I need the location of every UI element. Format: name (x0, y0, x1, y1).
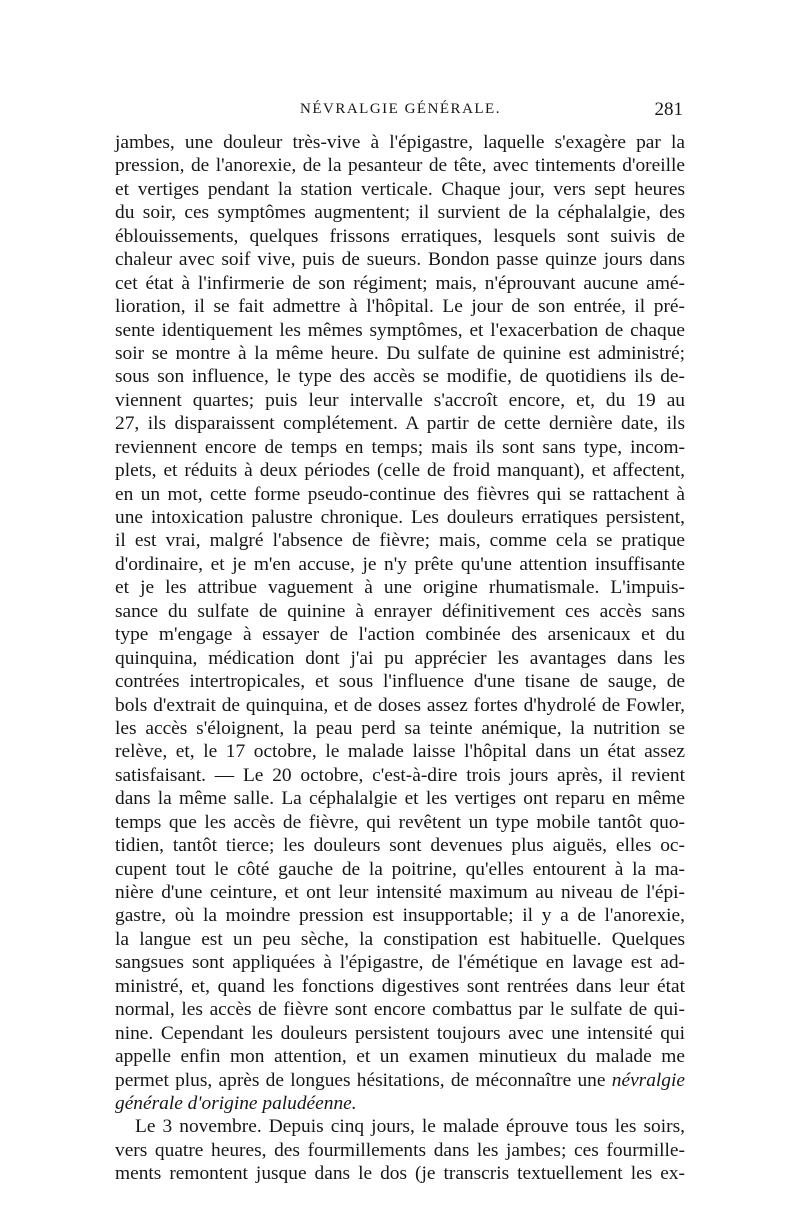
text-line: plets, et réduits à deux périodes (celle de froid manquant), et affectent, (115, 460, 685, 482)
text-line: d'ordinaire, et je m'en accuse, je n'y prête qu'une attention insuffisante (115, 553, 685, 575)
text-line: sance du sulfate de quinine à enrayer définitivement ces accès sans (115, 600, 685, 622)
text-line: jambes, une douleur très-vive à l'épigastre, laquelle s'exagère par la (115, 132, 685, 153)
text-line: les accès s'éloignent, la peau perd sa teinte anémique, la nutrition se (115, 717, 685, 739)
text-line: une intoxication palustre chronique. Les douleurs erratiques persistent, (115, 507, 685, 528)
text-segment: permet plus, après de longues hésitations, de méconnaître une (115, 1069, 606, 1091)
text-line: pression, de l'anorexie, de la pesanteur de tête, avec tintements d'oreille (115, 155, 685, 177)
text-line: dans la même salle. La céphalalgie et les vertiges ont reparu en même (115, 788, 685, 810)
text-line: cet état à l'infirmerie de son régiment; mais, n'éprouvant aucune amé- (115, 272, 685, 294)
text-line: du soir, ces symptômes augmentent; il survient de la céphalalgie, des (115, 202, 685, 224)
text-line: viennent quartes; puis leur intervalle s'accroît encore, et, du 19 au (115, 389, 685, 411)
page-number: 281 (654, 99, 683, 120)
body-text (115, 131, 685, 1186)
text-line: soir se montre à la même heure. Du sulfate de quinine est administré; (115, 342, 685, 364)
text-line: reviennent encore de temps en temps; mais ils sont sans type, incom- (115, 436, 685, 458)
text-line: sous son influence, le type des accès se modifie, de quotidiens ils de- (115, 366, 685, 388)
text-line: et je les attribue vaguement à une origine rhumatismale. L'impuis- (115, 577, 685, 599)
text-line: ministré, et, quand les fonctions digestives sont rentrées dans leur état (115, 975, 685, 997)
text-line: quinquina, médication dont j'ai pu apprécier les avantages dans les (115, 647, 685, 669)
text-line: gastre, où la moindre pression est insupportable; il y a de l'anorexie, (115, 905, 685, 927)
running-head: NÉVRALGIE GÉNÉRALE. (300, 101, 501, 117)
text-line: tidien, tantôt tierce; les douleurs sont devenues plus aiguës, elles oc- (115, 835, 685, 857)
text-line: sangsues sont appliquées à l'épigastre, de l'émétique en lavage est ad- (115, 952, 685, 974)
text-line: temps que les accès de fièvre, qui revêtent un type mobile tantôt quo- (115, 811, 685, 833)
text-line: sente identiquement les mêmes symptômes, et l'exacerbation de chaque (115, 319, 685, 341)
italic-line: générale d'origine paludéenne. (115, 1092, 357, 1114)
text-line: ments remontent jusque dans le dos (je transcris textuellement les ex- (115, 1163, 685, 1185)
text-line: vers quatre heures, des fourmillements dans les jambes; ces fourmille- (115, 1139, 685, 1161)
text-line: et vertiges pendant la station verticale. Chaque jour, vers sept heures (115, 178, 685, 200)
text-line: type m'engage à essayer de l'action combinée des arsenicaux et du (115, 624, 685, 646)
text-line: éblouissements, quelques frissons erratiques, lesquels sont suivis de (115, 225, 685, 247)
text-line: contrées intertropicales, et sous l'influence d'une tisane de sauge, de (115, 671, 685, 693)
text-line: en un mot, cette forme pseudo-continue des fièvres qui se rattachent à (115, 483, 685, 505)
text-line: normal, les accès de fièvre sont encore combattus par le sulfate de qui- (115, 999, 685, 1021)
text-line: appelle enfin mon attention, et un examen minutieux du malade me (115, 1046, 685, 1068)
text-line: 27, ils disparaissent complétement. A partir de cette dernière date, ils (115, 413, 685, 435)
text-line: nine. Cependant les douleurs persistent toujours avec une intensité qui (115, 1022, 685, 1044)
text-line: chaleur avec soif vive, puis de sueurs. Bondon passe quinze jours dans (115, 249, 685, 271)
text-line-with-italic-term (115, 1069, 685, 1092)
text-line: il est vrai, malgré l'absence de fièvre; mais, comme cela se pratique (115, 530, 685, 552)
text-line: cupent tout le côté gauche de la poitrine, qu'elles entourent à la ma- (115, 858, 685, 880)
italic-term: névralgie (611, 1069, 685, 1091)
text-line: relève, et, le 17 octobre, le malade laisse l'hôpital dans un état assez (115, 741, 685, 763)
text-line: bols d'extrait de quinquina, et de doses assez fortes d'hydrolé de Fowler, (115, 694, 685, 716)
paragraph-first-line: Le 3 novembre. Depuis cinq jours, le malade éprouve tous les soirs, (135, 1116, 685, 1138)
text-line: satisfaisant. — Le 20 octobre, c'est-à-dire trois jours après, il revient (115, 764, 685, 786)
text-line: nière d'une ceinture, et ont leur intensité maximum au niveau de l'épi- (115, 882, 685, 903)
text-line: la langue est un peu sèche, la constipation est habituelle. Quelques (115, 928, 685, 950)
text-line: lioration, il se fait admettre à l'hôpital. Le jour de son entrée, il pré- (115, 296, 685, 318)
page-header (118, 101, 683, 125)
